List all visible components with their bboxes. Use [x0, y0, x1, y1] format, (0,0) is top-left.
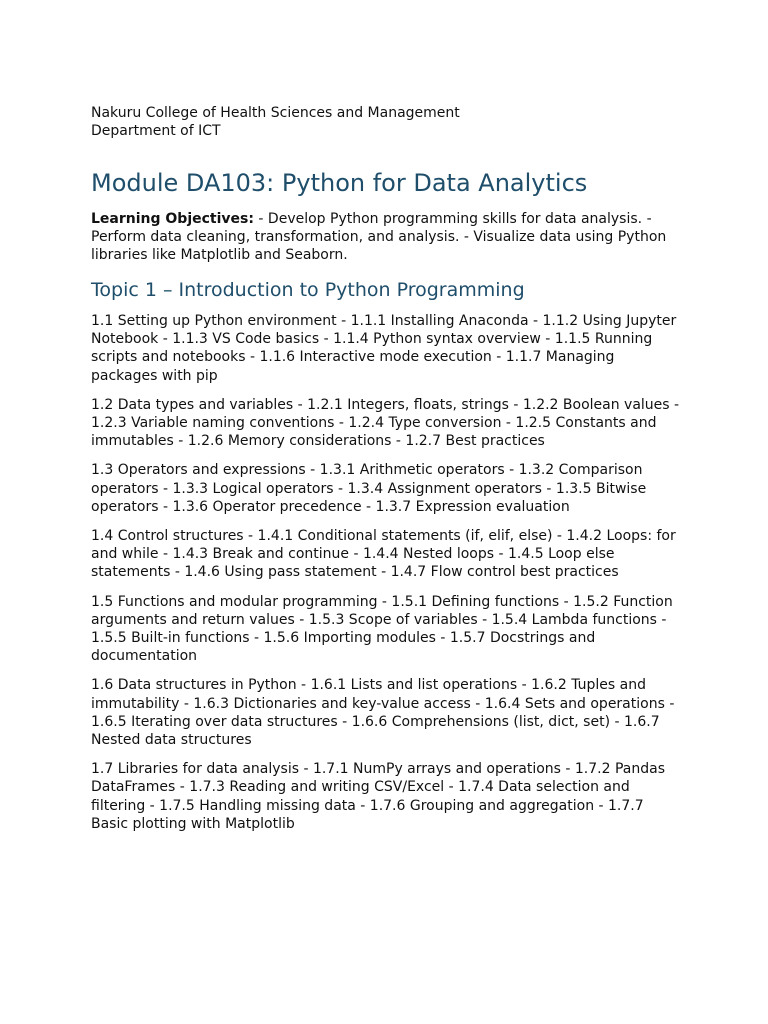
learning-objectives-text: - Develop Python programming skills for data analysis. - Perform data cleaning, transformation, and analysis. - Visualize data using Python libraries like Matplotlib and Seaborn. — [91, 211, 667, 263]
section-1-4: 1.4 Control structures - 1.4.1 Conditional statements (if, elif, else) - 1.4.2 Loops: for and while - 1.4.3 Break and continue - 1.4.4 Nested loops - 1.4.5 Loop else statements - 1.4.6 Using pass statement - 1.4.7 Flow control best practices — [91, 528, 676, 581]
section-1-1: 1.1 Setting up Python environment - 1.1.1 Installing Anaconda - 1.1.2 Using Jupyter Notebook - 1.1.3 VS Code basics - 1.1.4 Python syntax overview - 1.1.5 Running scripts and notebooks - 1.1.6 Interactive mode execution - 1.1.7 Managing packages with pip — [91, 313, 677, 384]
document-page — [91, 104, 681, 833]
learning-objectives — [91, 210, 681, 264]
department-name: Department of ICT — [91, 123, 221, 139]
topic-title: Topic 1 – Introduction to Python Programming — [91, 279, 525, 301]
institution-name: Nakuru College of Health Sciences and Management — [91, 105, 460, 121]
section-1-5: 1.5 Functions and modular programming - 1.5.1 Defining functions - 1.5.2 Function arguments and return values - 1.5.3 Scope of variables - 1.5.4 Lambda functions - 1.5.5 Built-in functions - 1.5.6 Importing modules - 1.5.7 Docstrings and documentation — [91, 593, 673, 665]
module-title: Module DA103: Python for Data Analytics — [91, 169, 588, 197]
section-1-3: 1.3 Operators and expressions - 1.3.1 Arithmetic operators - 1.3.2 Comparison operators - 1.3.3 Logical operators - 1.3.4 Assignment operators - 1.3.5 Bitwise operators - 1.3.6 Operator precedence - 1.3.7 Expression evaluation — [91, 462, 647, 515]
section-1-2: 1.2 Data types and variables - 1.2.1 Integers, floats, strings - 1.2.2 Boolean values - 1.2.3 Variable naming conventions - 1.2.4 Type conversion - 1.2.5 Constants and immutables - 1.2.6 Memory considerations - 1.2.7 Best practices — [91, 396, 680, 450]
learning-objectives-label: Learning Objectives: — [91, 211, 254, 227]
section-1-6: 1.6 Data structures in Python - 1.6.1 Lists and list operations - 1.6.2 Tuples and immutability - 1.6.3 Dictionaries and key-value access - 1.6.4 Sets and operations - 1.6.5 Iterating over data structures - 1.6.6 Comprehensions (list, dict, set) - 1.6.7 Nested data structures — [91, 677, 675, 749]
section-1-7: 1.7 Libraries for data analysis - 1.7.1 NumPy arrays and operations - 1.7.2 Pandas DataFrames - 1.7.3 Reading and writing CSV/Excel - 1.7.4 Data selection and filtering - 1.7.5 Handling missing data - 1.7.6 Grouping and aggregation - 1.7.7 Basic plotting with Matplotlib — [91, 761, 665, 832]
